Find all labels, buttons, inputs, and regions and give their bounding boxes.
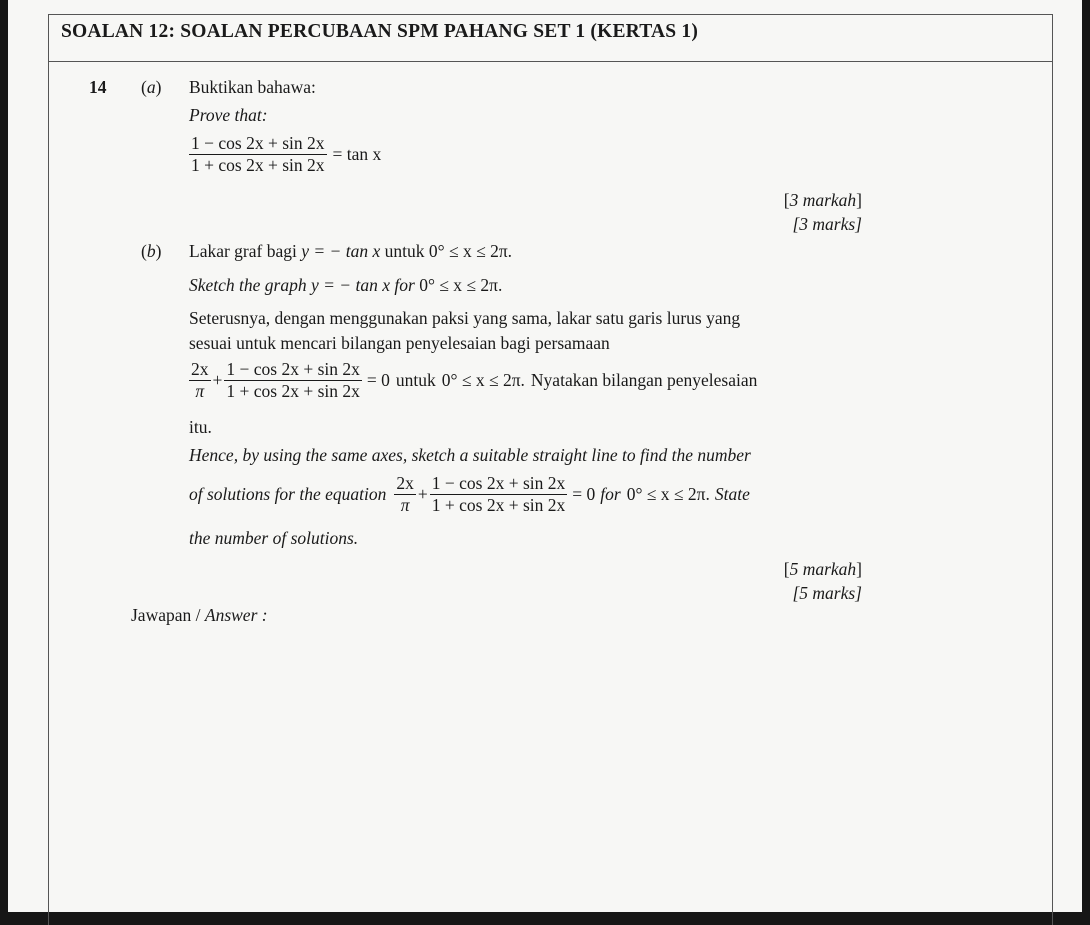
part-a-instruction-en: Prove that:	[189, 105, 268, 125]
para-ms-2: sesuai untuk mencari bilangan penyelesaian bagi persamaan	[189, 333, 610, 353]
eq-ms-f2-den: 1 + cos 2x + sin 2x	[226, 381, 360, 401]
eq-ms-rhs: = 0	[366, 370, 390, 390]
line1-text-b: untuk	[384, 241, 425, 261]
identity-denominator: 1 + cos 2x + sin 2x	[191, 155, 325, 175]
page-title: SOALAN 12: SOALAN PERCUBAAN SPM PAHANG SET 1 (KERTAS 1)	[61, 21, 699, 42]
line1-text-a: Lakar graf bagi	[189, 241, 297, 261]
eq-en-text-a: of solutions for the equation	[189, 484, 387, 504]
eq-ms-f1-den: π	[195, 381, 205, 401]
eq-ms-f1-num: 2x	[191, 359, 209, 379]
eq-en-plus: +	[417, 484, 428, 504]
identity-numerator: 1 − cos 2x + sin 2x	[191, 133, 325, 153]
part-a-label: (a)	[141, 77, 162, 97]
eq-en-fraction-2	[430, 473, 568, 516]
eq-en-state: State	[714, 484, 750, 504]
eq-en-rhs: = 0	[572, 484, 596, 504]
eq-ms-fraction-1	[189, 359, 211, 402]
eq-en-fraction-1	[394, 473, 416, 516]
equation-ms-line	[187, 359, 757, 402]
part-b-marks-ms-text: 5 markah	[789, 559, 857, 579]
eq-en-f1-den: π	[400, 495, 410, 515]
header-row	[49, 15, 1052, 62]
part-b-marks-ms: [5 markah]	[783, 559, 862, 579]
line2-text-a: Sketch the graph	[189, 275, 307, 295]
eq-ms-plus: +	[212, 370, 223, 390]
eq-en-f2-num: 1 − cos 2x + sin 2x	[431, 473, 566, 493]
answer-label-ms: Jawapan /	[131, 605, 205, 625]
answer-label-en: Answer :	[204, 605, 268, 625]
identity-fraction	[189, 133, 327, 176]
line2-range: 0° ≤ x ≤ 2π.	[419, 275, 503, 295]
part-b-label: (b)	[141, 241, 162, 261]
part-b-marks-en: [5 marks]	[792, 583, 862, 603]
answer-label	[131, 605, 268, 626]
identity-equation	[187, 133, 381, 176]
eq-ms-f2-num: 1 − cos 2x + sin 2x	[226, 359, 360, 379]
line1-range: 0° ≤ x ≤ 2π.	[428, 241, 513, 261]
part-b-line1	[189, 241, 512, 262]
part-a-instruction-ms: Buktikan bahawa:	[189, 77, 316, 97]
part-a-marks-ms: [3 markah]	[783, 190, 862, 210]
line1-equation: y = − tan x	[301, 241, 381, 261]
equation-en-line	[189, 473, 750, 516]
page	[8, 0, 1082, 912]
eq-en-f2-den: 1 + cos 2x + sin 2x	[431, 495, 566, 515]
eq-en-f1-num: 2x	[396, 473, 414, 493]
eq-ms-range: 0° ≤ x ≤ 2π.	[441, 370, 525, 390]
para-ms-3: itu.	[189, 417, 212, 437]
para-en-1: Hence, by using the same axes, sketch a suitable straight line to find the number	[189, 445, 751, 465]
eq-en-range: 0° ≤ x ≤ 2π.	[626, 484, 710, 504]
para-en-3: the number of solutions.	[189, 528, 359, 548]
eq-en-for: for	[600, 484, 621, 504]
eq-ms-tail-a: untuk	[395, 370, 436, 390]
part-b-line2	[189, 275, 502, 296]
line2-equation: y = − tan x	[310, 275, 390, 295]
part-a-marks-ms-text: 3 markah	[789, 190, 857, 210]
answer-area[interactable]	[89, 640, 1009, 910]
line2-text-b: for	[394, 275, 415, 295]
identity-rhs: = tan x	[332, 144, 382, 164]
question-number: 14	[89, 77, 107, 97]
para-ms-1: Seterusnya, dengan menggunakan paksi yang sama, lakar satu garis lurus yang	[189, 308, 741, 328]
eq-ms-tail-b: Nyatakan bilangan penyelesaian	[530, 370, 758, 390]
part-a-marks-en: [3 marks]	[792, 214, 862, 234]
eq-ms-fraction-2	[224, 359, 362, 402]
question-frame	[48, 14, 1053, 925]
